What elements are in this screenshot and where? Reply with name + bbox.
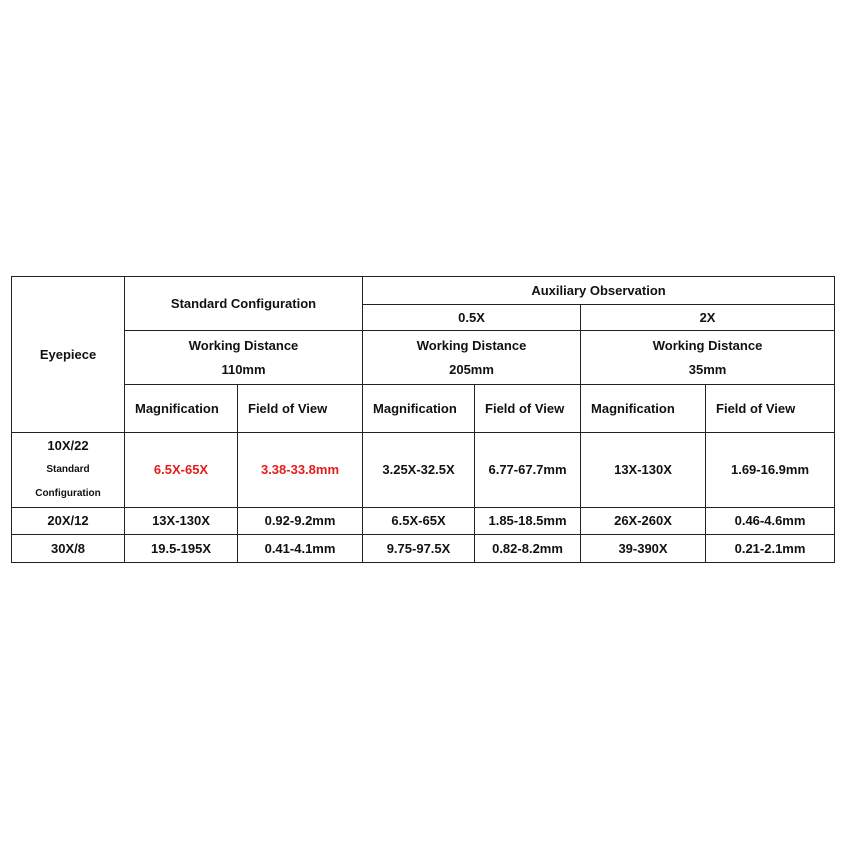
aux-0-5x-field-of-view-cell: 0.82-8.2mm <box>475 535 581 563</box>
working-distance-0-5x <box>363 331 581 385</box>
aux-0-5x-magnification-cell: 6.5X-65X <box>363 508 475 535</box>
working-distance-label: Working Distance <box>416 337 527 353</box>
eyepiece-note: Standard <box>46 464 90 475</box>
aux-2x-magnification-cell: 39-390X <box>581 535 706 563</box>
aux-0-5x-header: 0.5X <box>363 305 581 331</box>
field-of-view-column-header: Field of View <box>706 385 835 433</box>
eyepiece-header: Eyepiece <box>12 277 125 433</box>
working-distance-label: Working Distance <box>652 337 763 353</box>
field-of-view-column-header: Field of View <box>475 385 581 433</box>
header-row-config <box>12 277 835 305</box>
aux-2x-field-of-view-cell: 1.69-16.9mm <box>706 433 835 508</box>
aux-2x-field-of-view-cell: 0.46-4.6mm <box>706 508 835 535</box>
standard-configuration-header: Standard Configuration <box>125 277 363 331</box>
aux-2x-magnification-cell: 26X-260X <box>581 508 706 535</box>
table-row <box>12 508 835 535</box>
aux-2x-magnification-cell: 13X-130X <box>581 433 706 508</box>
aux-2x-header: 2X <box>581 305 835 331</box>
magnification-column-header: Magnification <box>363 385 475 433</box>
aux-2x-field-of-view-cell: 0.21-2.1mm <box>706 535 835 563</box>
aux-0-5x-magnification-cell: 9.75-97.5X <box>363 535 475 563</box>
aux-0-5x-field-of-view-cell: 6.77-67.7mm <box>475 433 581 508</box>
standard-field-of-view-cell: 3.38-33.8mm <box>238 433 363 508</box>
auxiliary-observation-header: Auxiliary Observation <box>363 277 835 305</box>
table-row <box>12 433 835 508</box>
aux-0-5x-magnification-cell: 3.25X-32.5X <box>363 433 475 508</box>
standard-magnification-cell: 19.5-195X <box>125 535 238 563</box>
header-row-working-distance <box>12 331 835 385</box>
magnification-column-header: Magnification <box>125 385 238 433</box>
field-of-view-column-header: Field of View <box>238 385 363 433</box>
eyepiece-cell <box>12 433 125 508</box>
working-distance-standard <box>125 331 363 385</box>
table-row <box>12 535 835 563</box>
magnification-column-header: Magnification <box>581 385 706 433</box>
standard-field-of-view-cell: 0.92-9.2mm <box>238 508 363 535</box>
standard-magnification-cell: 6.5X-65X <box>125 433 238 508</box>
working-distance-value: 110mm <box>221 361 266 377</box>
standard-field-of-view-cell: 0.41-4.1mm <box>238 535 363 563</box>
eyepiece-value: 10X/22 <box>47 438 89 453</box>
working-distance-label: Working Distance <box>188 337 299 353</box>
eyepiece-cell: 30X/8 <box>12 535 125 563</box>
working-distance-2x <box>581 331 835 385</box>
magnification-spec-table <box>11 276 835 563</box>
header-row-columns <box>12 385 835 433</box>
standard-magnification-cell: 13X-130X <box>125 508 238 535</box>
eyepiece-note: Configuration <box>35 488 101 499</box>
aux-0-5x-field-of-view-cell: 1.85-18.5mm <box>475 508 581 535</box>
working-distance-value: 35mm <box>688 361 727 377</box>
eyepiece-cell: 20X/12 <box>12 508 125 535</box>
working-distance-value: 205mm <box>449 361 494 377</box>
